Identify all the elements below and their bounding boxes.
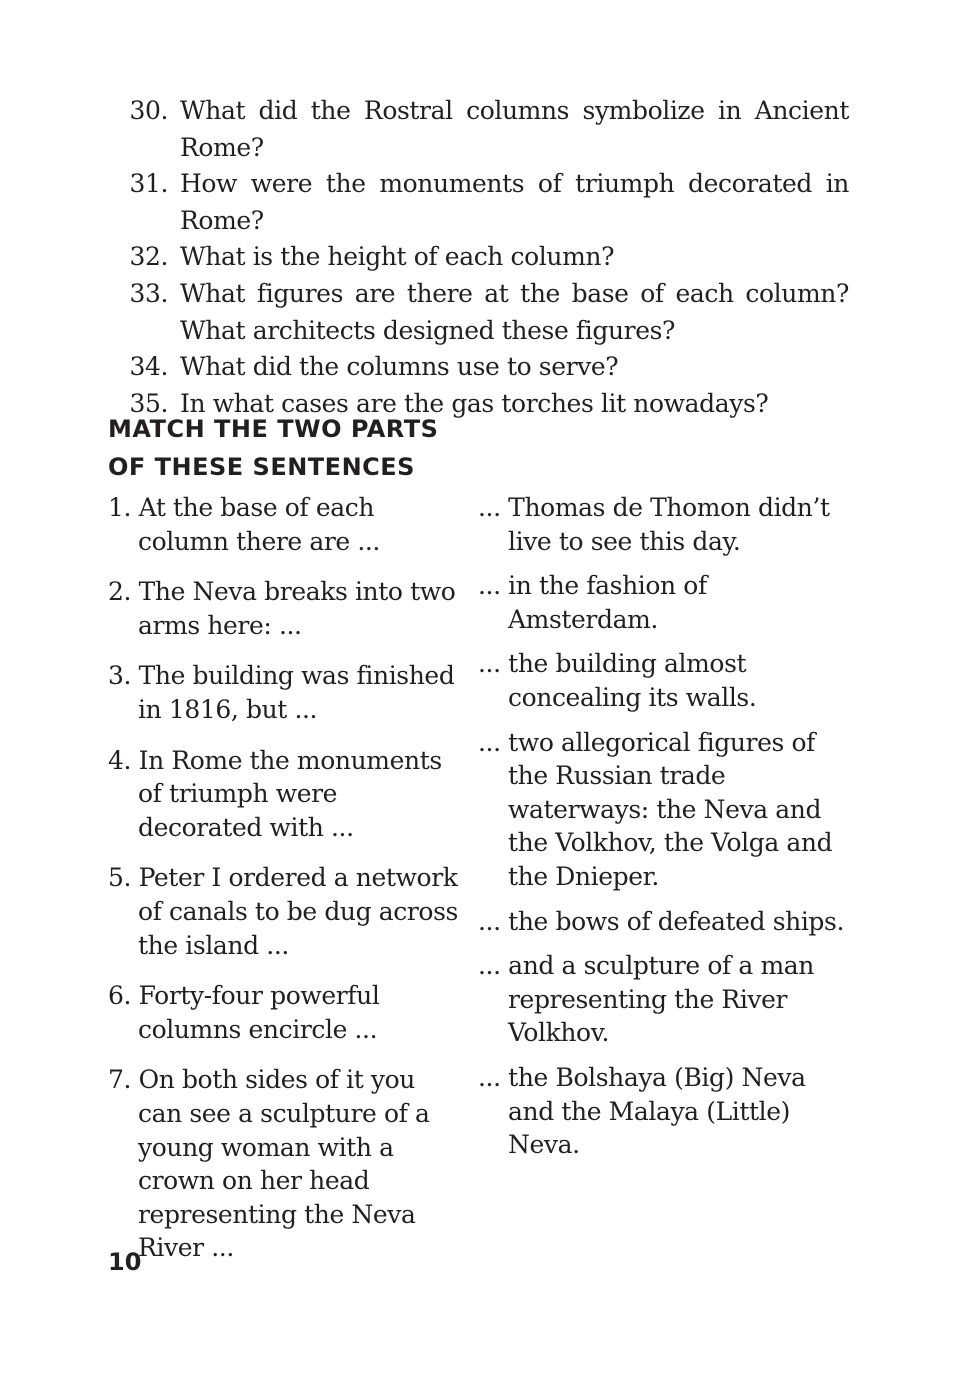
sentence-beginnings-column: [108, 491, 460, 1282]
question-text: What did the columns use to serve?: [180, 352, 619, 382]
question-item: [0, 166, 957, 239]
question-number: 35.: [129, 388, 168, 418]
question-text: What is the height of each column?: [180, 242, 615, 272]
sentence-beginning: 5. Peter I ordered a network of canals to be dug across the island ...: [108, 863, 458, 960]
question-number: 34.: [129, 352, 168, 382]
question-text: What figures are there at the base of each column? What architects designed these figures?: [180, 278, 849, 345]
sentence-ending: ... the bows of defeated ships.: [478, 906, 845, 936]
sentence-beginning: 4. In Rome the monuments of triumph were decorated with ...: [108, 745, 442, 842]
question-item: [0, 276, 957, 349]
sentence-ending: ... two allegorical figures of the Russian trade waterways: the Neva and the Volkhov, the Volga and the Dnieper.: [478, 727, 833, 891]
question-number: 33.: [129, 278, 168, 308]
sentence-beginning: 1. At the base of each column there are ...: [108, 493, 380, 556]
question-number: 31.: [129, 169, 168, 199]
sentence-ending: ... the building almost concealing its walls.: [478, 649, 757, 712]
sentence-ending: ... and a sculpture of a man representing the River Volkhov.: [478, 951, 814, 1048]
page-number: 10: [108, 1248, 142, 1276]
question-text: How were the monuments of triumph decorated in Rome?: [180, 169, 849, 235]
sentence-endings-column: [478, 491, 858, 1173]
sentence-beginning: 2. The Neva breaks into two arms here: ...: [108, 577, 456, 640]
sentence-beginning: 7. On both sides of it you can see a sculpture of a young woman with a crown on her head representing the Neva River ...: [108, 1065, 430, 1263]
sentence-beginning: 6. Forty-four powerful columns encircle ...: [108, 981, 380, 1044]
question-list: [0, 93, 957, 422]
question-text: What did the Rostral columns symbolize in Ancient Rome?: [180, 96, 849, 162]
sentence-beginning: 3. The building was finished in 1816, but ...: [108, 661, 455, 724]
question-number: 32.: [129, 242, 168, 272]
question-item: [0, 93, 957, 166]
section-heading: [108, 410, 438, 486]
sentence-ending: ... in the fashion of Amsterdam.: [478, 571, 707, 634]
question-item: [0, 239, 957, 276]
question-text: In what cases are the gas torches lit nowadays?: [180, 388, 769, 418]
question-item: [0, 349, 957, 386]
section-heading-line-1: MATCH THE TWO PARTS: [108, 415, 439, 443]
question-number: 30.: [129, 96, 168, 125]
section-heading-line-2: OF THESE SENTENCES: [108, 453, 415, 481]
sentence-ending: ... Thomas de Thomon didn’t live to see this day.: [478, 493, 830, 556]
sentence-ending: ... the Bolshaya (Big) Neva and the Malaya (Little) Neva.: [478, 1062, 806, 1160]
